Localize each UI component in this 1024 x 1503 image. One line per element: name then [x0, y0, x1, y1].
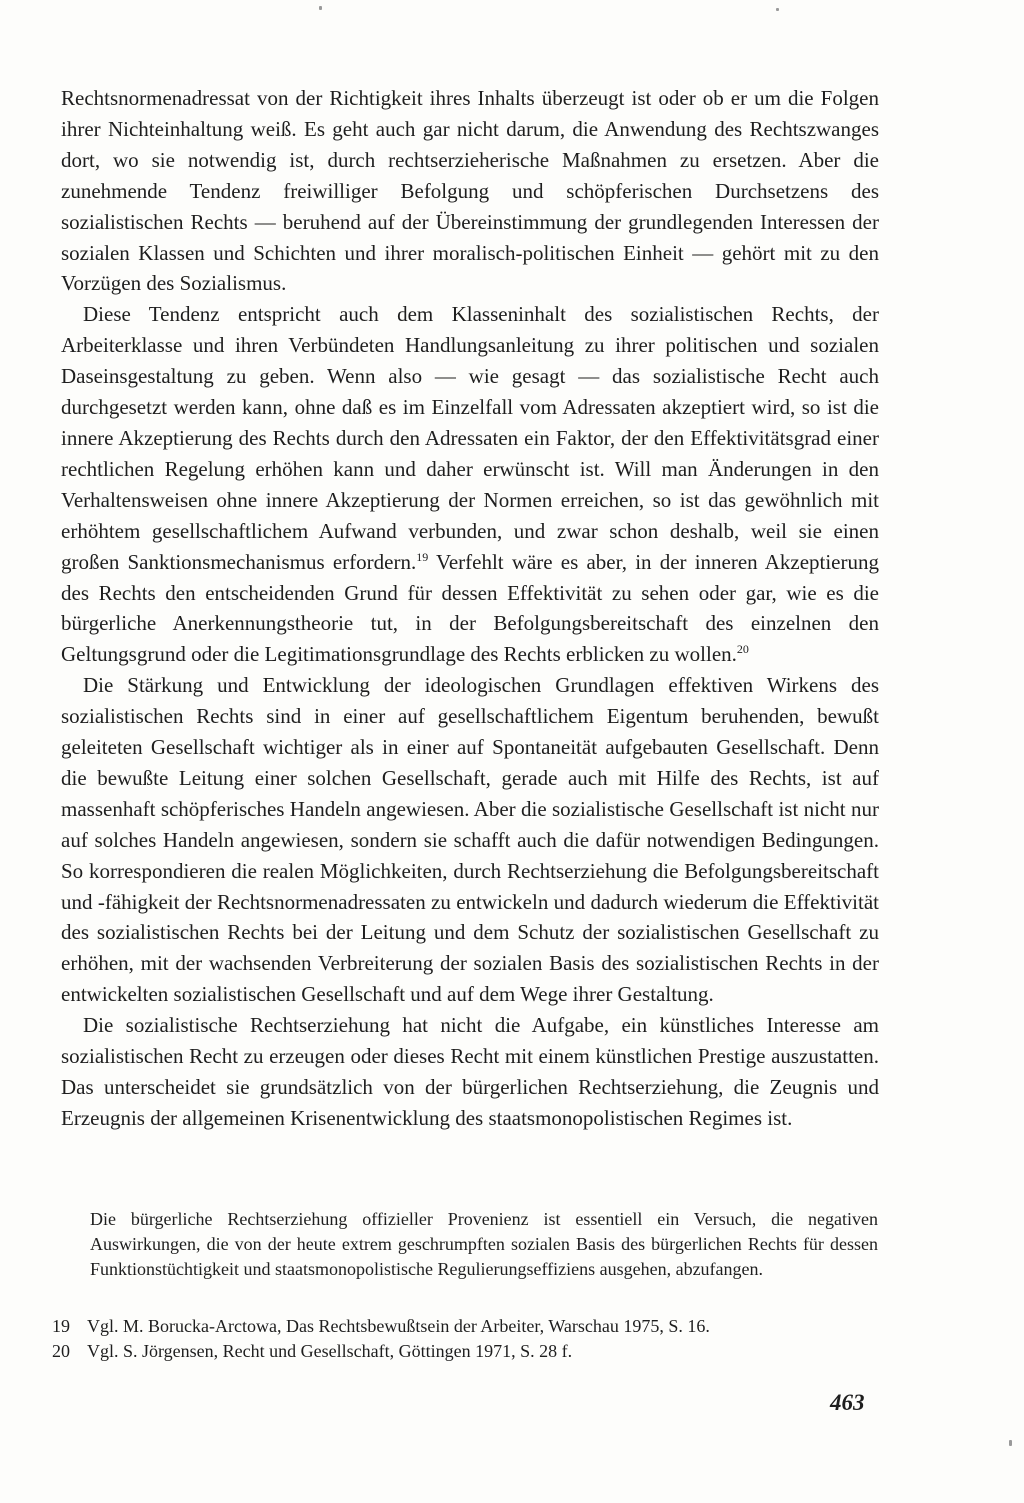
paragraph-4: Die sozialistische Rechtserziehung hat nicht die Aufgabe, ein künstliches Interesse am sozialistischen Recht zu erzeugen oder dieses Recht mit einem künstlichen Prestige auszustatten. Das unterscheidet sie grundsätzlich von der bürgerlichen Rechtserziehung, die Zeugnis und Erzeugnis der allgemeinen Krisenentwicklung des staatsmonopolistischen Regimes ist.: [61, 1013, 879, 1130]
inset-text: [90, 1207, 878, 1282]
footnotes: [52, 1314, 878, 1364]
page-number: 463: [830, 1390, 865, 1415]
footnote-text: Vgl. S. Jörgensen, Recht und Gesellschaft, Göttingen 1971, S. 28 f.: [87, 1341, 573, 1361]
footnote-number: 20: [52, 1341, 70, 1361]
paragraph-2: [61, 299, 879, 670]
footnote-ref-19[interactable]: 19: [416, 549, 429, 564]
paragraph-3: Die Stärkung und Entwicklung der ideologischen Grundlagen effektiven Wirkens des sozialistischen Rechts sind in einer auf gesellschaftlichem Eigentum beruhenden, bewußt geleiteten Gesellschaft wichtiger als in einer auf Spontaneität aufgebauten Gesellschaft. Denn die bewußte Leitung einer solchen Gesellschaft, gerade auch mit Hilfe des Rechts, ist auf massenhaft schöpferisches Handeln angewiesen. Aber die sozialistische Gesellschaft ist nicht nur auf solches Handeln angewiesen, sondern sie schafft auch die dafür notwendigen Bedingungen. So korrespondieren die realen Möglichkeiten, durch Rechtserziehung die Befolgungsbereitschaft und -fähigkeit der Rechtsnormenadressaten zu entwickeln und dadurch wiederum die Effektivität des sozialistischen Rechts bei der Leitung und dem Schutz der sozialistischen Gesellschaft zu erhöhen, mit der wachsenden Verbreiterung der sozialen Basis des sozialistischen Rechts in der entwickelten sozialistischen Gesellschaft und auf dem Wege ihrer Gestaltung.: [61, 673, 879, 1007]
footnote-20: [52, 1339, 878, 1364]
footnote-text: Vgl. M. Borucka-Arctowa, Das Rechtsbewußtsein der Arbeiter, Warschau 1975, S. 16.: [87, 1316, 710, 1336]
footnote-ref-20[interactable]: 20: [736, 642, 749, 657]
inset-paragraph: Die bürgerliche Rechtserziehung offizieller Provenienz ist essentiell ein Versuch, die negativen Auswirkungen, die von der heute extrem geschrumpften sozialen Basis des bürgerlichen Rechts für dessen Funktionstüchtigkeit und staatsmonopolistische Regulierungseffiziens ausgehen, abzufangen.: [90, 1209, 878, 1279]
footnote-19: [52, 1314, 878, 1339]
paragraph-2-part-1: Diese Tendenz entspricht auch dem Klasseninhalt des sozialistischen Rechts, der Arbeiterklasse und ihren Verbündeten Handlungsanleitung zu ihrer politischen und sozialen Daseinsgestaltung zu geben. Wenn also — wie gesagt — das sozialistische Recht auch durchgesetzt werden kann, ohne daß es im Einzelfall vom Adressaten akzeptiert wird, so ist die innere Akzeptierung des Rechts durch den Adressaten ein Faktor, der den Effektivitätsgrad einer rechtlichen Regelung erhöhen kann und daher erwünscht ist. Will man Änderungen in den Verhaltensweisen ohne innere Akzeptierung der Normen erreichen, so ist das gewöhnlich mit erhöhtem gesellschaftlichem Aufwand verbunden, und zwar schon deshalb, weil sie einen großen Sanktionsmechanismus erfordern.: [61, 302, 879, 574]
footnote-number: 19: [52, 1316, 70, 1336]
paragraph-1: Rechtsnormenadressat von der Richtigkeit ihres Inhalts überzeugt ist oder ob er um die Folgen ihrer Nichteinhaltung weiß. Es geht auch gar nicht darum, die Anwendung des Rechtszwanges dort, wo sie notwendig ist, durch rechtserzieherische Maßnahmen zu ersetzen. Aber die zunehmende Tendenz freiwilliger Befolgung und schöpferischen Durchsetzens des sozialistischen Rechts — beruhend auf der Übereinstimmung der grundlegenden Interessen der sozialen Klassen und Schichten und ihrer moralisch-politischen Einheit — gehört mit zu den Vorzügen des Sozialismus.: [61, 86, 879, 296]
main-text: [61, 83, 879, 1134]
paragraph-2-part-2: Verfehlt wäre es aber, in der inneren Akzeptierung des Rechts den entscheidenden Grund für dessen Effektivität zu sehen oder gar, wie es die bürgerliche Anerkennungstheorie tut, in der Befolgungsbereitschaft des einzelnen den Geltungsgrund oder die Legitimationsgrundlage des Rechts erblicken zu wollen.: [61, 549, 879, 667]
scan-speck: [1009, 1440, 1012, 1446]
scan-speck: [776, 8, 779, 11]
scan-speck: [319, 6, 322, 10]
